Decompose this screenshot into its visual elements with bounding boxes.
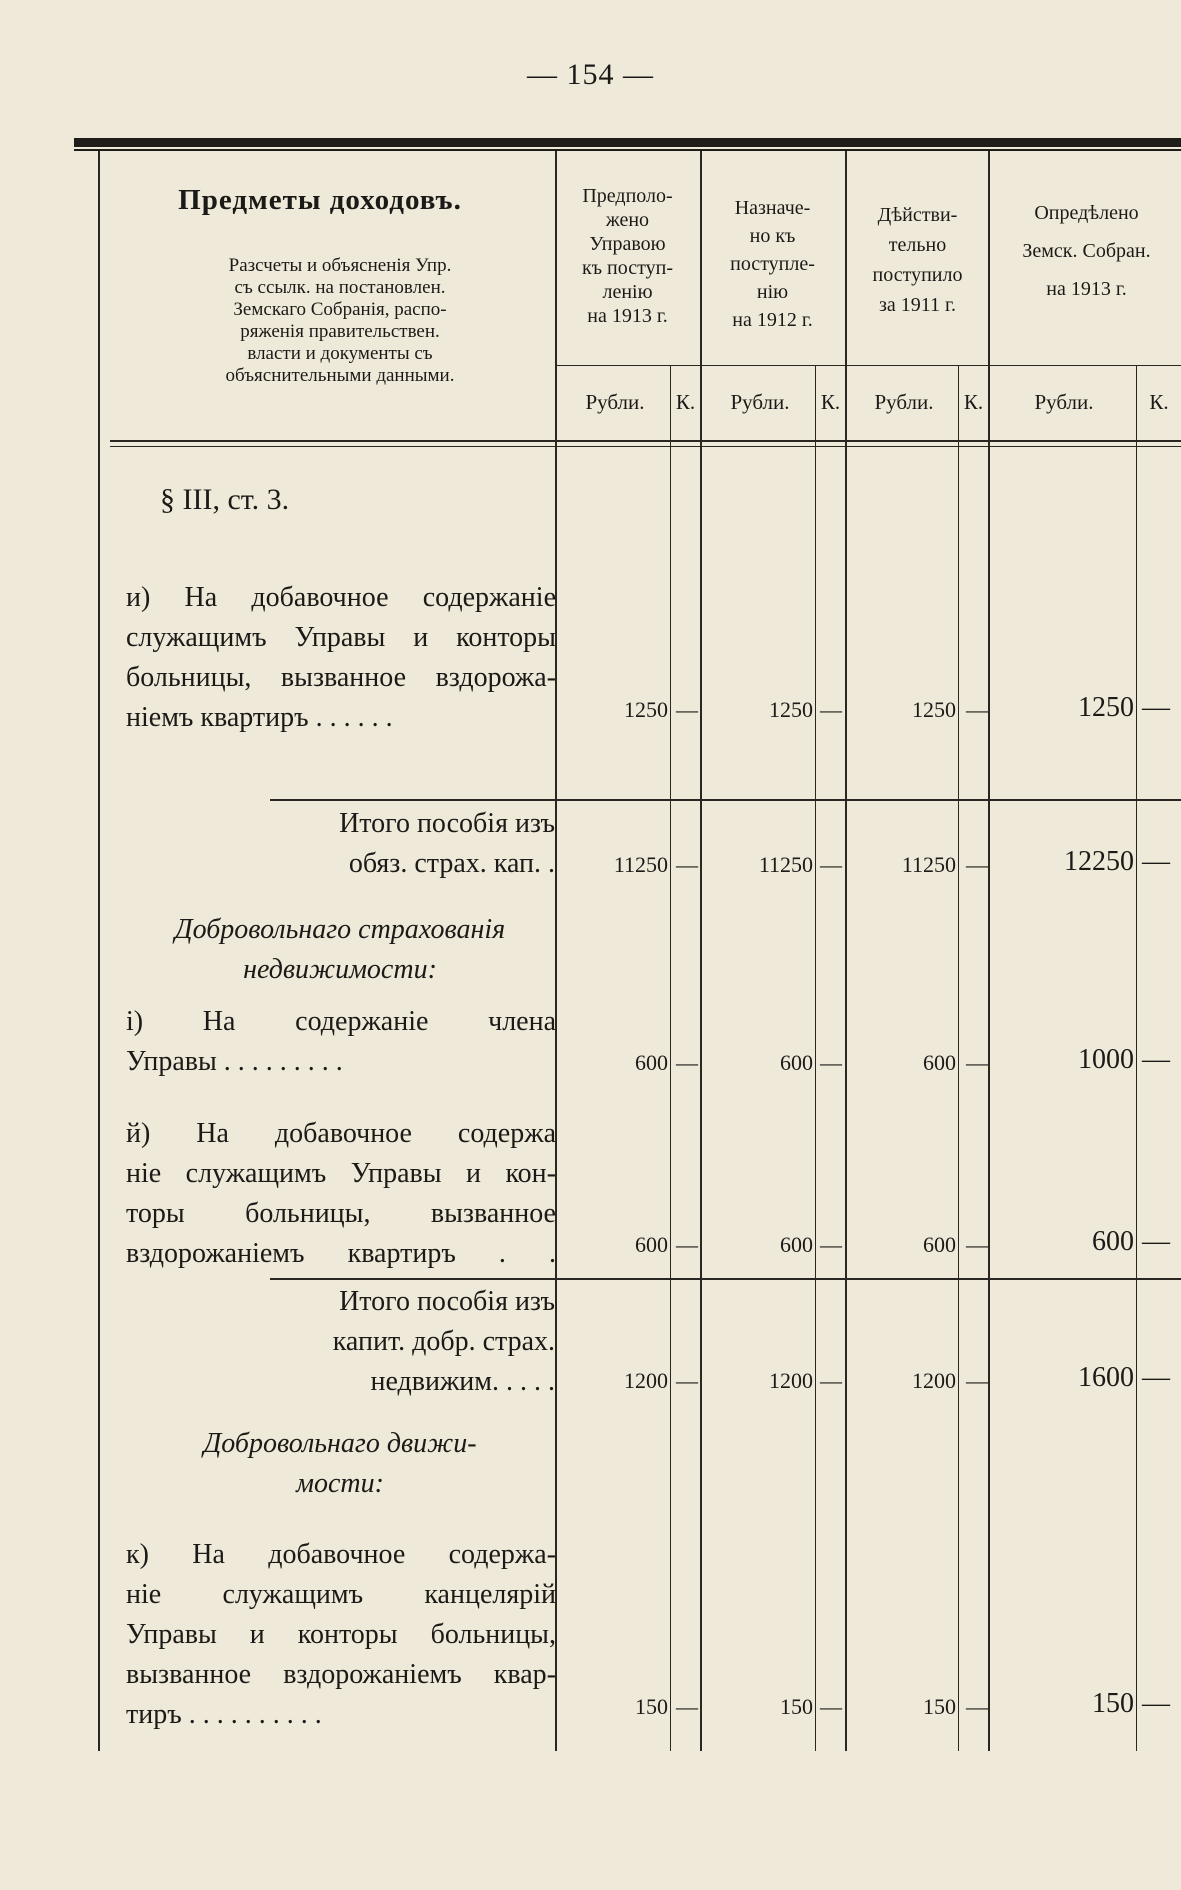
total-1-determined: 12250 [1064,846,1134,877]
kopecks-dash: — [966,1368,988,1393]
item-j-proposed: 600 [635,1232,668,1257]
kopecks-dash: — [966,1694,988,1719]
item-k-actual: 150 [923,1694,956,1719]
item-ii-text: і) На содержаніе члена Управы . . . . . . . . . [126,1006,556,1077]
kopecks-dash: — [676,1368,698,1393]
kopecks-dash: — [1142,1044,1170,1075]
kopecks-dash: — [1142,1226,1170,1257]
unit-rubles: Рубли. [730,390,790,414]
kopecks-dash: — [676,697,698,722]
item-i-assigned: 1250 [769,697,813,722]
total-2-proposed: 1200 [624,1368,668,1393]
kopecks-dash: — [676,1050,698,1075]
col-header-proposed: Предполо- жено Управою къ поступ- ленію на 1913 г. [582,185,673,327]
kopecks-dash: — [966,1050,988,1075]
total-1-assigned: 11250 [758,852,813,877]
voluntary-insurance-heading: Добровольнаго страхованія недвижимости: [174,914,506,985]
section-heading: § III, ст. 3. [160,483,290,516]
top-rule [74,138,1181,147]
kopecks-dash: — [966,697,988,722]
column-divider [670,365,671,1751]
column-divider [845,151,847,1751]
item-k-proposed: 150 [635,1694,668,1719]
kopecks-dash: — [820,697,842,722]
kopecks-dash: — [1142,692,1170,723]
total-rule [270,1278,1181,1280]
column-divider [815,365,816,1751]
col-header-assigned: Назначе- но къ поступле- нію на 1912 г. [730,197,815,331]
kopecks-dash: — [1142,1362,1170,1393]
unit-row-top [555,365,1181,366]
table-left-border [98,151,100,1751]
item-ii-determined: 1000 [1078,1044,1134,1075]
col-header-actual: Дѣйстви- тельно поступило за 1911 г. [872,204,963,316]
total-1-proposed: 11250 [613,852,668,877]
column-divider [988,151,990,1751]
column-divider [700,151,702,1751]
kopecks-dash: — [1142,846,1170,877]
item-j-assigned: 600 [780,1232,813,1257]
top-rule-thin [74,149,1181,151]
kopecks-dash: — [676,1694,698,1719]
total-rule [270,799,1181,801]
item-i-determined: 1250 [1078,692,1134,723]
unit-kopecks: К. [963,390,984,414]
item-ii-proposed: 600 [635,1050,668,1075]
item-k-determined: 150 [1092,1688,1134,1719]
kopecks-dash: — [676,852,698,877]
header-bottom-rule [110,440,1181,442]
item-j-actual: 600 [923,1232,956,1257]
total-1-actual: 11250 [901,852,956,877]
item-i-actual: 1250 [912,697,956,722]
kopecks-dash: — [820,852,842,877]
item-i-proposed: 1250 [624,697,668,722]
item-ii-actual: 600 [923,1050,956,1075]
kopecks-dash: — [966,1232,988,1257]
col-header-determined: Опредѣлено Земск. Собран. на 1913 г. [1022,202,1151,300]
subjects-description: Разсчеты и объясненія Упр. съ ссылк. на постановлен. Земскаго Собранія, распо- ряженія правительствен. власти и документы съ объяснительными данными. [225,255,455,386]
item-k-assigned: 150 [780,1694,813,1719]
kopecks-dash: — [676,1232,698,1257]
total-1-text: Итого пособія изъ обяз. страх. кап. . [339,808,555,879]
total-2-actual: 1200 [912,1368,956,1393]
item-ii-assigned: 600 [780,1050,813,1075]
movable-property-heading: Добровольнаго движи- мости: [203,1428,477,1499]
header-bottom-rule-thin [110,446,1181,447]
kopecks-dash: — [1142,1688,1170,1719]
unit-kopecks: К. [820,390,841,414]
unit-rubles: Рубли. [585,390,645,414]
item-i-text: и) На добавочное содержаніе служащимъ Управы и конторы больницы, вызванное вздорожа- ніемъ квартиръ . . . . . . [126,582,556,733]
unit-kopecks: К. [675,390,696,414]
page-number: — 154 — [527,58,654,91]
column-divider [958,365,959,1751]
unit-kopecks: К. [1149,390,1169,414]
kopecks-dash: — [820,1368,842,1393]
unit-rubles: Рубли. [874,390,934,414]
column-divider [1136,365,1137,1751]
total-2-assigned: 1200 [769,1368,813,1393]
unit-rubles: Рубли. [1034,390,1094,414]
item-j-determined: 600 [1092,1226,1134,1257]
kopecks-dash: — [820,1050,842,1075]
total-2-text: Итого пособія изъ капит. добр. страх. недвижим. . . . . [332,1286,555,1397]
total-2-determined: 1600 [1078,1362,1134,1393]
kopecks-dash: — [820,1694,842,1719]
item-k-text: к) На добавочное содержа- ніе служащимъ канцелярій Управы и конторы больницы, вызванное вздорожаніемъ квар- тиръ . . . . . . . . . . [126,1539,556,1730]
subjects-title: Предметы доходовъ. [178,184,462,216]
kopecks-dash: — [820,1232,842,1257]
kopecks-dash: — [966,852,988,877]
item-j-text: й) На добавочное содержа ніе служащимъ Управы и кон- торы больницы, вызванное вздорожаніемъ квартиръ . . [126,1118,556,1269]
